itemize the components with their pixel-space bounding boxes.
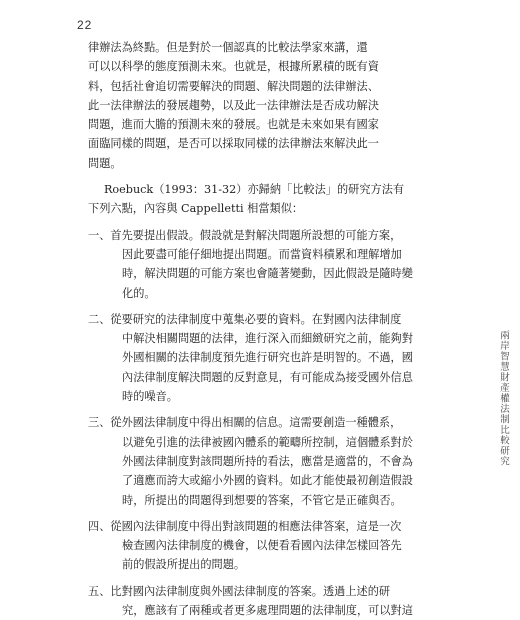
- list-item-2: [88, 310, 443, 406]
- paragraph-1: [88, 38, 443, 173]
- page-number: 22: [77, 18, 93, 32]
- list-item-4: [88, 517, 443, 575]
- text-line: 面臨同樣的問題，是否可以採取同樣的法律辦法來解決此一: [88, 137, 379, 151]
- list-item-1: [88, 226, 443, 303]
- text-line: 化的。: [122, 286, 156, 300]
- text-line: 究，應該有了兩種或者更多處理問題的法律制度，可以對這: [122, 604, 413, 618]
- text-line: 內法律制度解決問題的反對意見，有可能成為接受國外信息: [122, 370, 413, 384]
- text-line: 四、從國內法律制度中得出對該問題的相應法律答案，這是一次: [88, 519, 402, 533]
- text-line: 外國相關的法律制度預先進行研究也許是明智的。不過，國: [122, 351, 413, 365]
- text-line: 前的假設所提出的問題。: [122, 558, 246, 572]
- text-line: 以避免引進的法律被國內體系的範疇所控制，這個體系對於: [122, 435, 413, 449]
- text-line: 問題。: [88, 156, 122, 170]
- text-line: 下列六點，內容與 Cappelletti 相當類似：: [88, 202, 304, 216]
- paragraph-2: [88, 180, 443, 219]
- text-line: 問題，進而大膽的預測未來的發展。也就是未來如果有國家: [88, 118, 379, 132]
- text-line: 可以以科學的態度預測未來。也就是，根據所累積的既有資: [88, 60, 379, 74]
- text-line: 三、從外國法律制度中得出相關的信息。這需要創造一種體系，: [88, 416, 402, 430]
- text-line: 因此要盡可能仔細地提出問題。而當資料積累和理解增加: [122, 247, 402, 261]
- text-line: 律辦法為終點。但是對於一個認真的比較法學家來講，還: [88, 41, 368, 54]
- text-line: 時，解決問題的可能方案也會隨著變動，因此假設是隨時變: [122, 267, 413, 281]
- text-line: 一、首先要提出假設。假設就是對解決問題所設想的可能方案，: [88, 228, 402, 242]
- list-item-3: [88, 413, 443, 509]
- text-line: 五、比對國內法律制度與外國法律制度的答案。透過上述的研: [88, 584, 391, 598]
- text-line: 料，包括社會追切需要解決的問題、解決問題的法律辦法、: [88, 79, 379, 93]
- text-line: 外國法律制度對該問題所持的看法，應當是適當的，不會為: [122, 454, 413, 468]
- text-line: 時，所提出的問題得到想要的答案，不管它是正確與否。: [122, 493, 402, 507]
- text-line: 檢查國內法律制度的機會，以便看看國內法律怎樣回答先: [122, 539, 402, 553]
- text-line: Roebuck（1993：31-32）亦歸納「比較法」的研究方法有: [104, 183, 405, 197]
- body-text: [88, 38, 443, 620]
- text-line: 二、從要研究的法律制度中蒐集必要的資料。在對國內法律制度: [88, 312, 402, 326]
- list-item-5: [88, 582, 443, 620]
- text-line: 時的噪音。: [122, 390, 178, 404]
- text-line: 中解決相關問題的法律，進行深入而細緻研究之前，能夠對: [122, 332, 413, 346]
- text-line: 了適應而誇大或縮小外國的資料。如此才能使最初創造假設: [122, 474, 413, 488]
- text-line: 此一法律辦法的發展趨勢，以及此一法律辦法是否成功解決: [88, 98, 379, 112]
- running-head: 兩岸智慧財產權法制比較研究: [498, 330, 509, 467]
